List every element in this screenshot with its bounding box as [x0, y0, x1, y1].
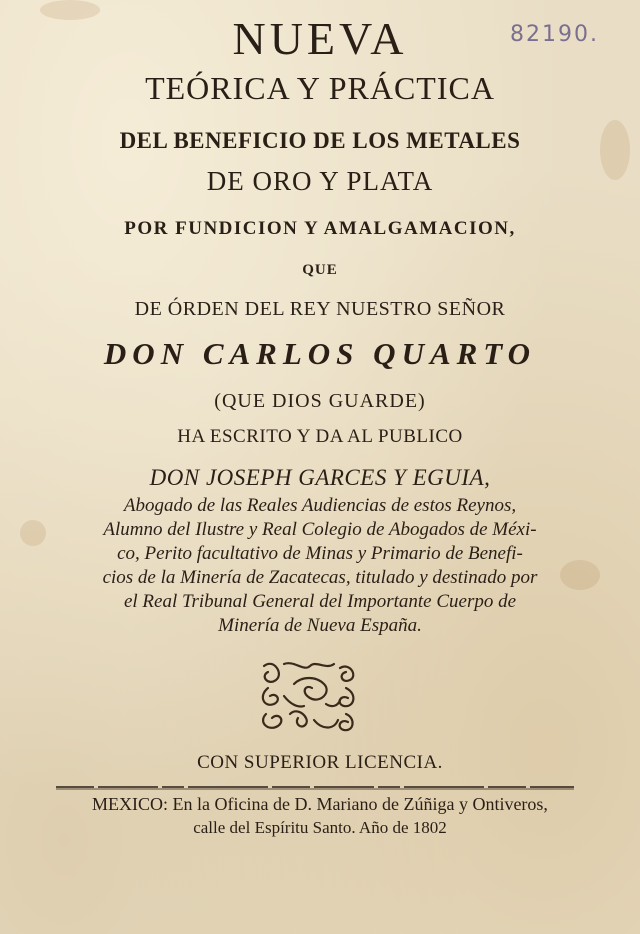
shelfmark-stamp: 82190.	[510, 22, 599, 47]
title-line-4: DE ORO Y PLATA	[206, 166, 434, 196]
license-notice: CON SUPERIOR LICENCIA.	[197, 752, 443, 773]
author-intro: HA ESCRITO Y DA AL PUBLICO	[177, 426, 463, 447]
title-line-1: NUEVA	[232, 13, 408, 64]
author-description-line: el Real Tribunal General del Importante Cuerpo de	[123, 591, 517, 612]
dedication-orden: DE ÓRDEN DEL REY NUESTRO SEÑOR	[134, 298, 506, 320]
author-description-line: Alumno del Ilustre y Real Colegio de Abogados de Méxi-	[103, 519, 537, 540]
title-line-3: DEL BENEFICIO DE LOS METALES	[119, 128, 521, 153]
author-description-line: co, Perito facultativo de Minas y Primario de Benefi-	[117, 543, 523, 564]
dedication-guarde: (QUE DIOS GUARDE)	[214, 390, 426, 412]
dedication-que: QUE	[302, 262, 338, 278]
author-description	[50, 494, 590, 638]
author-description-line: Abogado de las Reales Audiencias de estos Reynos,	[123, 495, 517, 516]
author-description-line: cios de la Minería de Zacatecas, titulado y destinado por	[102, 567, 538, 588]
title-line-2: TEÓRICA Y PRÁCTICA	[145, 70, 495, 106]
author-description-line: Minería de Nueva España.	[218, 615, 422, 636]
author-name: DON JOSEPH GARCES Y EGUIA,	[149, 465, 491, 490]
title-line-5: POR FUNDICION Y AMALGAMACION,	[124, 218, 516, 239]
foxing-spot	[20, 520, 46, 546]
printers-ornament	[254, 658, 364, 736]
dedication-king: DON CARLOS QUARTO	[103, 336, 537, 371]
imprint-line-1: MEXICO: En la Oficina de D. Mariano de Zúñiga y Ontiveros,	[92, 794, 548, 814]
imprint-line-2: calle del Espíritu Santo. Año de 1802	[193, 818, 447, 837]
decorative-rule	[56, 784, 574, 790]
